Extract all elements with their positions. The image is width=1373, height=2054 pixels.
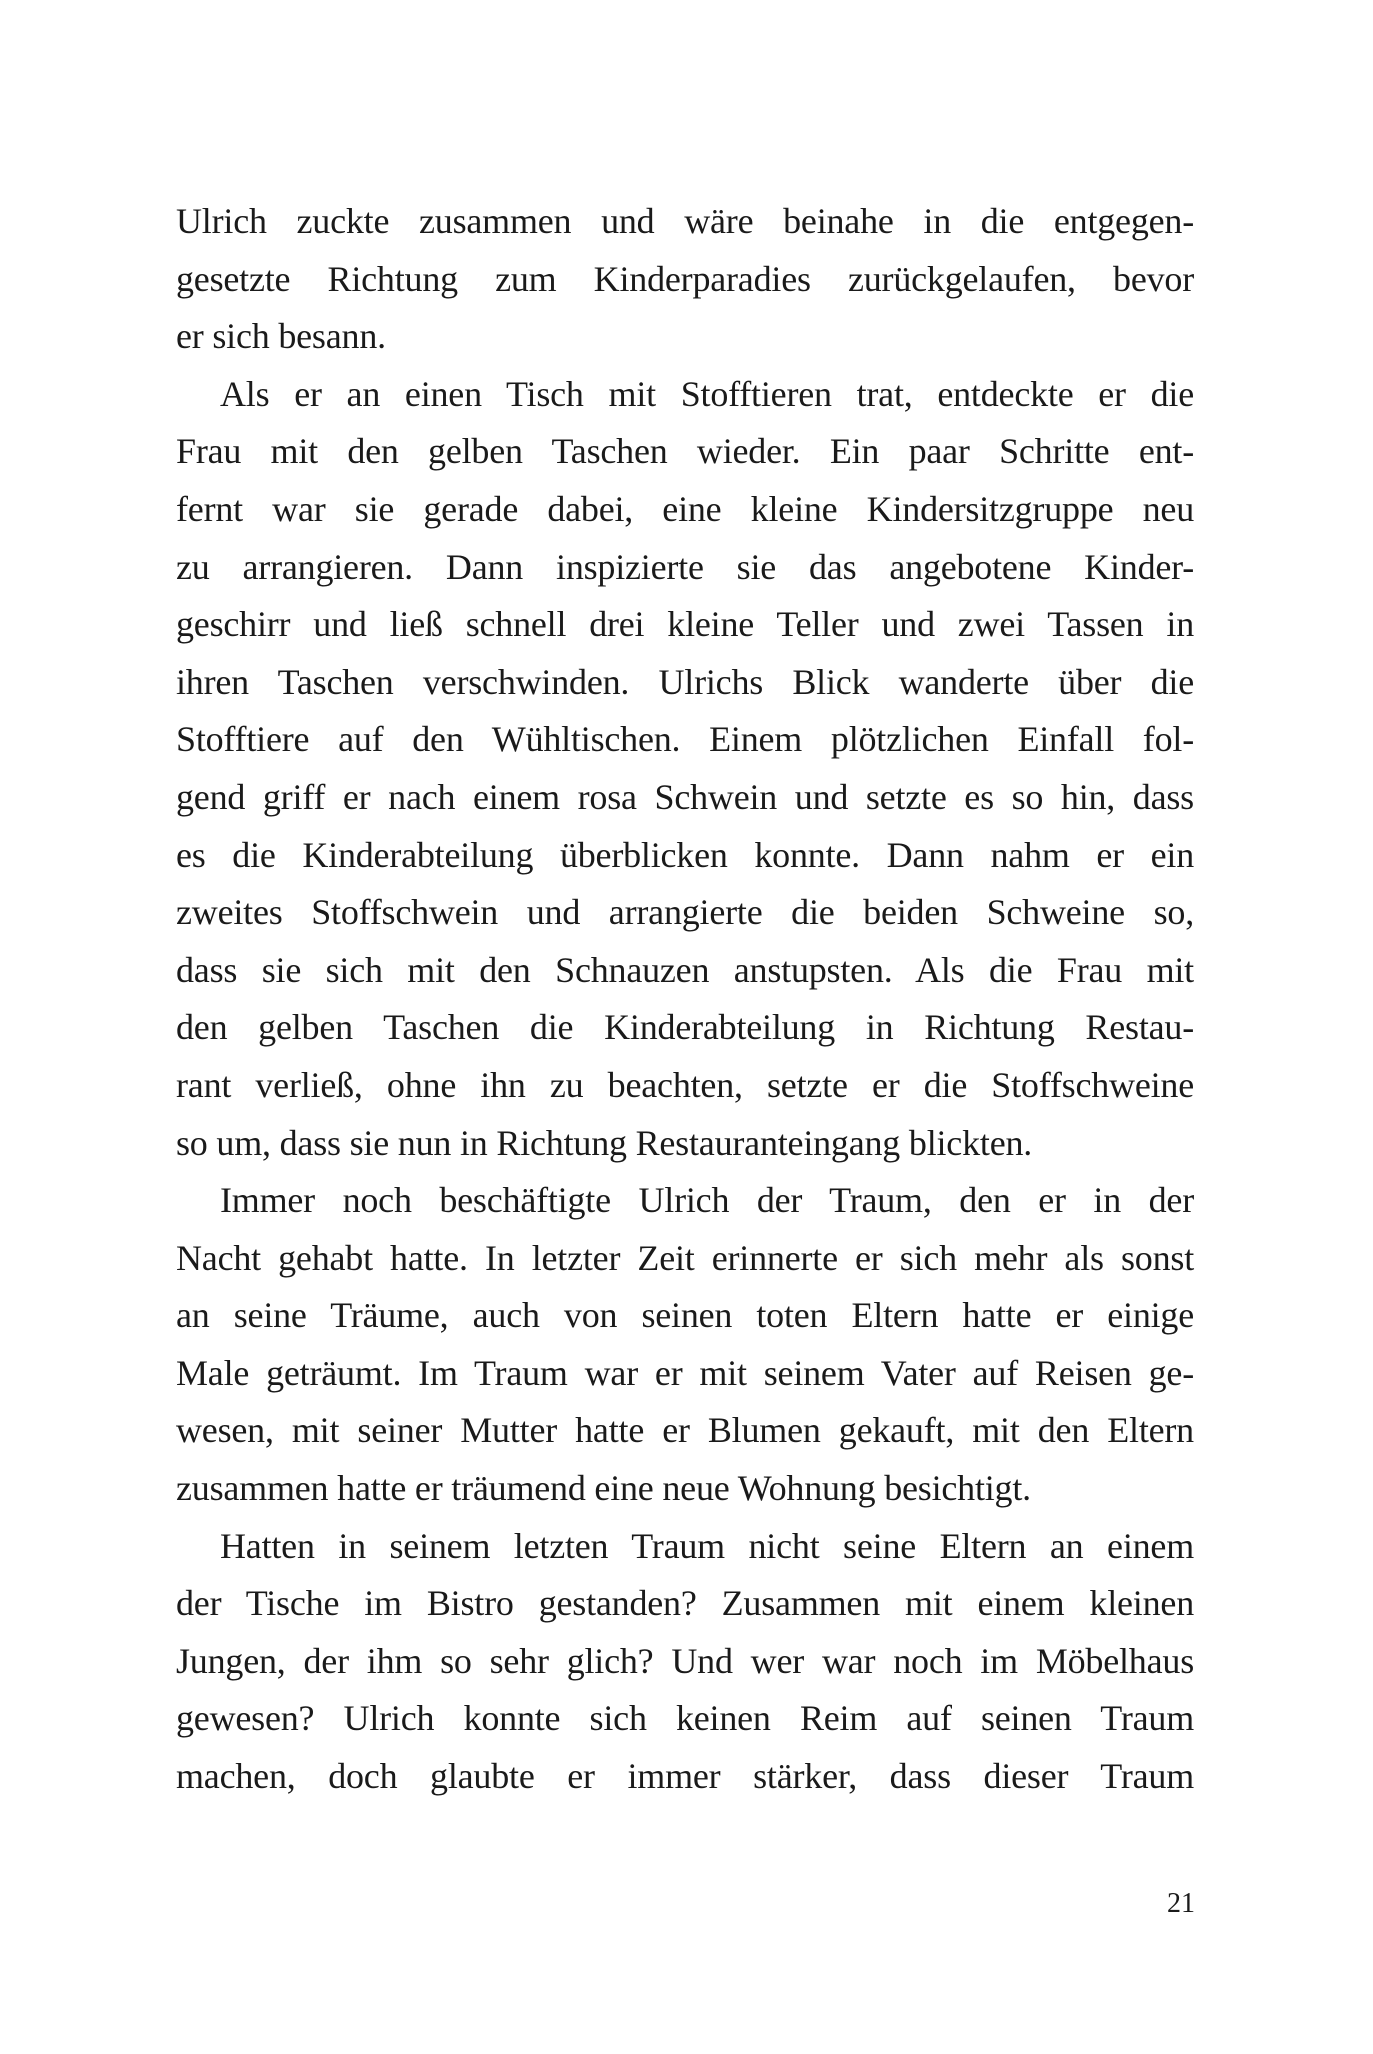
text-line: zu arrangieren. Dann inspizierte sie das angebotene Kinder-	[176, 546, 1194, 587]
text-line: Jungen, der ihm so sehr glich? Und wer war noch im Möbelhaus	[176, 1640, 1194, 1681]
text-line: Stofftiere auf den Wühltischen. Einem plötzlichen Einfall fol-	[176, 719, 1194, 760]
text-line: er sich besann.	[176, 316, 386, 357]
body-text	[176, 193, 1194, 1806]
text-line: gend griff er nach einem rosa Schwein und setzte es so hin, dass	[176, 776, 1194, 817]
text-line: machen, doch glaubte er immer stärker, dass dieser Traum	[176, 1756, 1194, 1797]
text-line: gewesen? Ulrich konnte sich keinen Reim auf seinen Traum	[176, 1698, 1194, 1739]
text-line: gesetzte Richtung zum Kinderparadies zurückgelaufen, bevor	[176, 258, 1194, 299]
text-line: Immer noch beschäftigte Ulrich der Traum, den er in der	[220, 1180, 1194, 1221]
text-line: zweites Stoffschwein und arrangierte die beiden Schweine so,	[176, 892, 1194, 933]
text-line: den gelben Taschen die Kinderabteilung in Richtung Restau-	[176, 1007, 1194, 1048]
text-line: Hatten in seinem letzten Traum nicht seine Eltern an einem	[220, 1525, 1194, 1566]
text-line: wesen, mit seiner Mutter hatte er Blumen gekauft, mit den Eltern	[176, 1410, 1194, 1451]
text-line: an seine Träume, auch von seinen toten Eltern hatte er einige	[176, 1295, 1194, 1336]
text-line: geschirr und ließ schnell drei kleine Teller und zwei Tassen in	[176, 604, 1194, 645]
text-line: ihren Taschen verschwinden. Ulrichs Blick wanderte über die	[176, 661, 1194, 702]
text-line: Ulrich zuckte zusammen und wäre beinahe in die entgegen-	[176, 201, 1194, 241]
text-line: Male geträumt. Im Traum war er mit seinem Vater auf Reisen ge-	[176, 1352, 1194, 1393]
text-line: Frau mit den gelben Taschen wieder. Ein paar Schritte ent-	[176, 431, 1194, 472]
text-line: so um, dass sie nun in Richtung Restauranteingang blickten.	[176, 1122, 1033, 1163]
text-line: zusammen hatte er träumend eine neue Wohnung besichtigt.	[176, 1468, 1031, 1509]
page-number: 21	[1167, 1888, 1195, 1919]
text-line: es die Kinderabteilung überblicken konnte. Dann nahm er ein	[176, 834, 1194, 875]
text-line: Nacht gehabt hatte. In letzter Zeit erinnerte er sich mehr als sonst	[176, 1237, 1194, 1278]
text-line: dass sie sich mit den Schnauzen anstupsten. Als die Frau mit	[176, 949, 1194, 990]
text-line: fernt war sie gerade dabei, eine kleine Kindersitzgruppe neu	[176, 488, 1194, 529]
text-line: rant verließ, ohne ihn zu beachten, setzte er die Stoffschweine	[176, 1064, 1194, 1105]
text-line: Als er an einen Tisch mit Stofftieren trat, entdeckte er die	[220, 373, 1194, 414]
text-line: der Tische im Bistro gestanden? Zusammen mit einem kleinen	[176, 1583, 1194, 1624]
